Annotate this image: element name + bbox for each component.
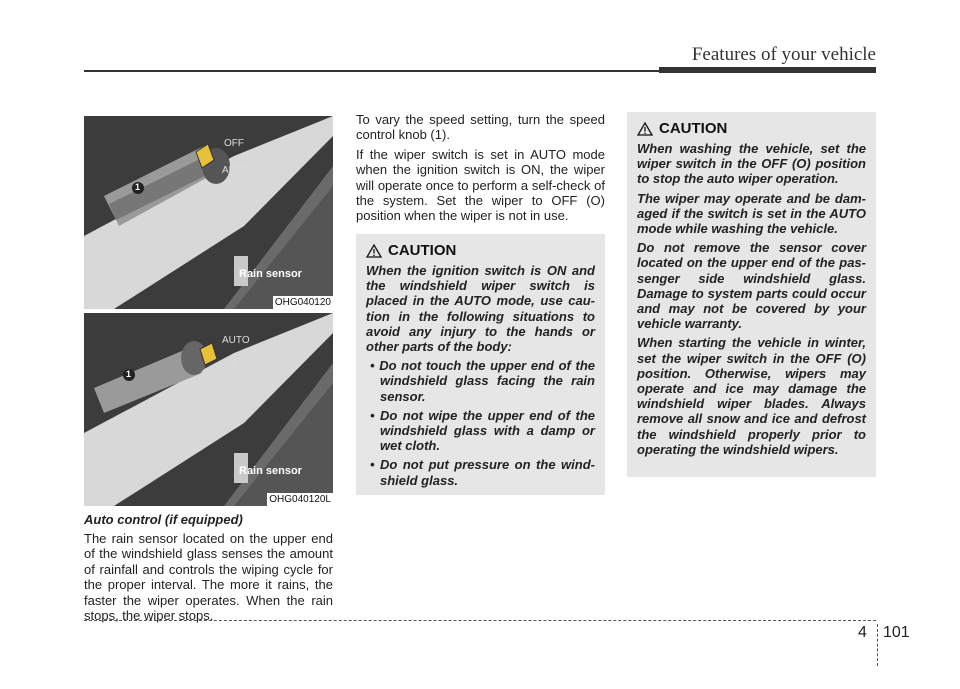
caution-box-washing [627, 112, 876, 477]
figure-code: OHG040120L [269, 494, 331, 505]
wiper-lever-illustration-a [84, 116, 333, 309]
figure-code: OHG040120 [274, 297, 331, 308]
caution-paragraph: When starting the vehicle in winter, set the wiper switch in the OFF (O) position. Otherwise, wipers may operate and ice may damage the windshield wiper blades. Always remove all snow and ice and defrost the windshield properly prior to operating the windshield wipers. [637, 335, 866, 457]
auto-marker-label: AUTO [222, 165, 250, 176]
caution-intro: When the ignition switch is ON and the windshield wiper switch is placed in the AUTO mode, use cau-tion in the following situations to avoid any injury to the hands or other parts of the body: [366, 263, 595, 355]
off-marker-label: OFF [224, 138, 244, 149]
page-number-divider [877, 624, 878, 666]
caution-title: CAUTION [366, 242, 595, 259]
off-o-marker-label: O [227, 361, 235, 372]
header-rule [84, 70, 659, 72]
caution-box-ignition [356, 234, 605, 495]
figure-type-a [84, 116, 333, 309]
caution-paragraph: Do not remove the sensor cover located on the upper end of the pas-senger side windshield glass. Damage to system parts could occur and may not be covered by your vehicle warranty. [637, 240, 866, 332]
caution-bullet-list [366, 358, 595, 488]
header-title: Features of your vehicle [691, 44, 876, 65]
caution-paragraph: The wiper may operate and be dam-aged if the switch is set in the AUTO mode while washing the vehicle. [637, 190, 866, 237]
figure-type-b [84, 313, 333, 506]
auto-control-body: The rain sensor located on the upper end of the windshield glass senses the amount of rainfall and controls the wiping cycle for the proper interval. The more it rains, the faster the wiper operates. When the rain stops, the wiper stops. [84, 531, 333, 624]
wiper-lever-illustration-b [84, 313, 333, 506]
list-item: • Do not wipe the upper end of the windshield glass with a damp or wet cloth. [370, 407, 595, 454]
rain-sensor-label: Rain sensor [239, 268, 302, 280]
caution-title: CAUTION [637, 120, 866, 137]
header-rule-accent [659, 67, 876, 73]
chapter-number: 4 [858, 624, 867, 641]
warning-triangle-icon [637, 122, 653, 136]
speed-setting-text: To vary the speed setting, turn the speed control knob (1). [356, 112, 605, 143]
warning-triangle-icon [366, 244, 382, 258]
page-number: 101 [883, 624, 910, 641]
knob-number-label: 1 [135, 182, 141, 192]
footer-rule [84, 620, 876, 621]
rain-sensor-label: Rain sensor [239, 465, 302, 477]
auto-mode-text: If the wiper switch is set in AUTO mode when the ignition switch is ON, the wiper will operate once to perform a self-check of the system. Set the wiper to OFF (O) position when the wiper is not in use. [356, 146, 605, 224]
auto-control-heading: Auto control (if equipped) [84, 512, 243, 527]
list-item: • Do not touch the upper end of the windshield glass facing the rain sensor. [370, 358, 595, 404]
middle-text [356, 112, 605, 228]
knob-number-label: 1 [126, 369, 132, 379]
list-item: • Do not put pressure on the wind-shield glass. [370, 457, 595, 488]
caution-paragraph: When washing the vehicle, set the wiper switch in the OFF (O) position to stop the auto wiper operation. [637, 141, 866, 187]
auto-marker-label: AUTO [222, 335, 250, 346]
